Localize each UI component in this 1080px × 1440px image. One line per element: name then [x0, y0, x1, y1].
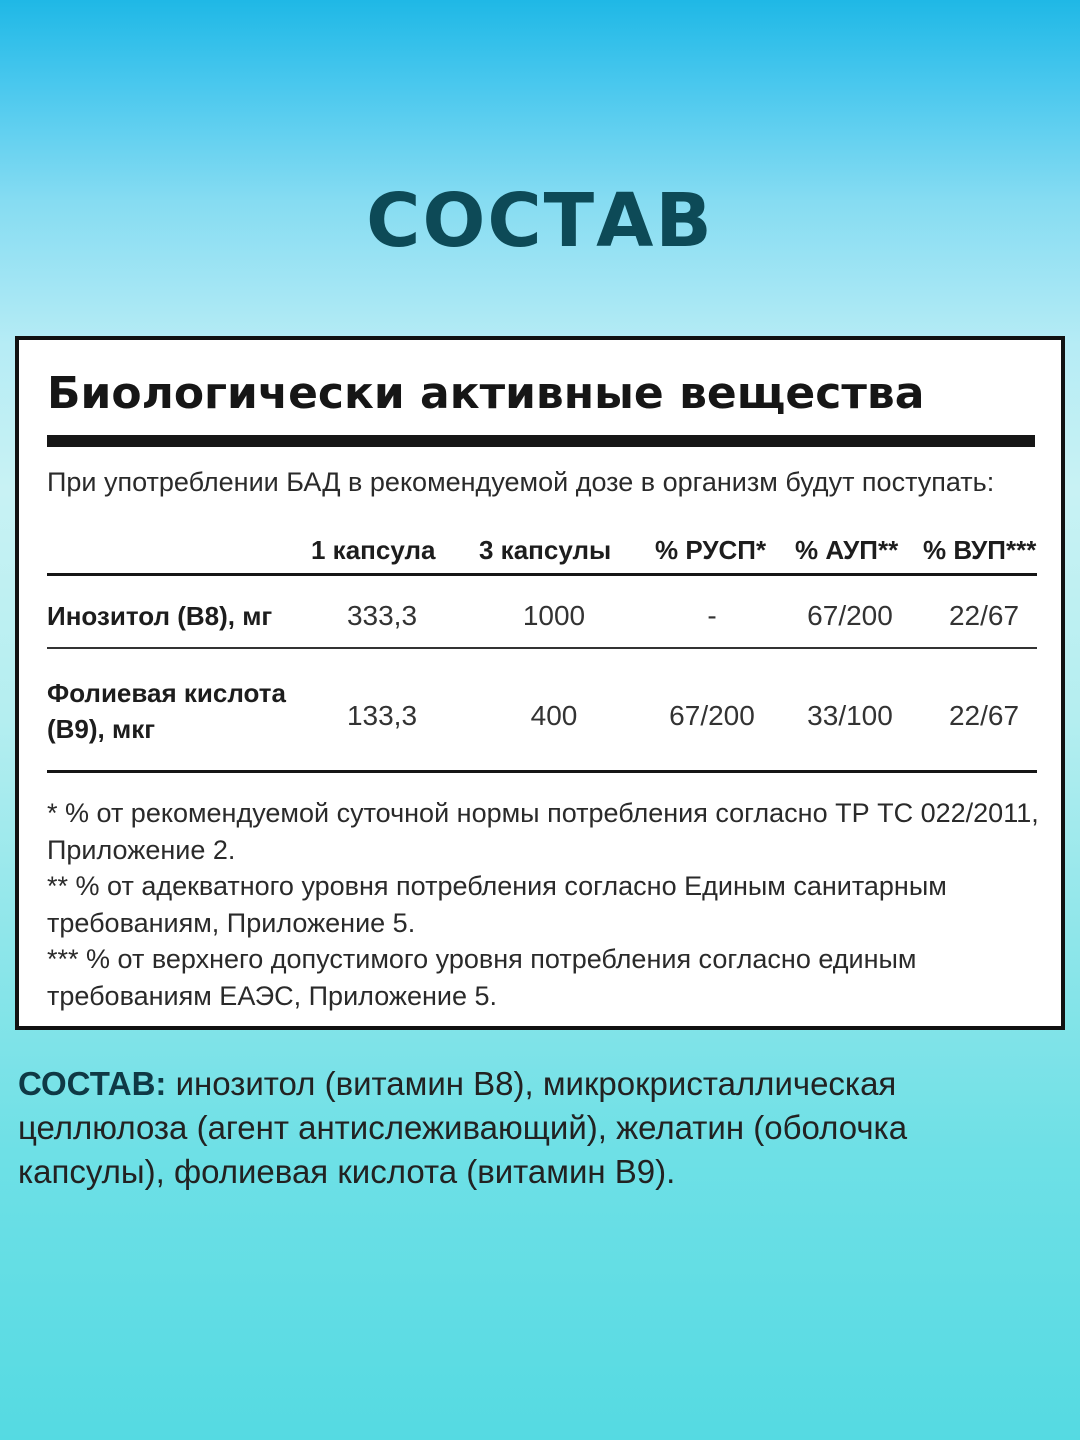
cell-1-capsule: 133,3: [346, 700, 418, 731]
column-header-vup: % ВУП***: [923, 535, 1037, 565]
row-name: Инозитол (В8), мг: [47, 601, 273, 631]
column-header-3-capsules: 3 капсулы: [479, 535, 612, 565]
nutrition-panel: [15, 336, 1065, 1030]
composition-text: [18, 1062, 1038, 1194]
column-header-rusp: % РУСП*: [655, 535, 767, 565]
cell-3-capsules: 400: [530, 700, 578, 731]
cell-aup: 67/200: [807, 600, 893, 631]
cell-vup: 22/67: [948, 700, 1020, 731]
footnote-rusp: * % от рекомендуемой суточной нормы потребления согласно ТР ТС 022/2011, Приложение 2.: [47, 798, 1039, 865]
cell-vup: 22/67: [948, 600, 1020, 631]
footnote-aup: ** % от адекватного уровня потребления согласно Единым санитарным требованиям, Приложение 5.: [47, 871, 947, 938]
cell-rusp: 67/200: [669, 700, 755, 731]
table-bottom-divider: [47, 770, 1037, 773]
row-name-line-1: Фолиевая кислота: [47, 678, 286, 708]
cell-3-capsules: 1000: [522, 600, 586, 631]
panel-heading: Биологически активные вещества: [47, 368, 925, 419]
composition-label: СОСТАВ:: [18, 1065, 167, 1102]
column-header-1-capsule: 1 капсула: [311, 535, 436, 565]
row-divider: [47, 647, 1037, 649]
composition-body: инозитол (витамин В8), микрокристаллическая целлюлоза (агент антислеживающий), желатин (оболочка капсулы), фолиевая кислота (витамин В9).: [18, 1065, 908, 1190]
footnote-vup: *** % от верхнего допустимого уровня потребления согласно единым требованиям ЕАЭС, Приложение 5.: [47, 944, 917, 1011]
row-name-line-2: (В9), мкг: [47, 714, 156, 744]
intro-text: При употреблении БАД в рекомендуемой дозе в организм будут поступать:: [47, 467, 995, 497]
cell-1-capsule: 333,3: [346, 600, 418, 631]
table-header-divider: [47, 573, 1037, 576]
page-title: СОСТАВ: [366, 178, 714, 264]
cell-rusp: -: [707, 600, 717, 631]
footnotes: [47, 795, 1047, 1014]
cell-aup: 33/100: [807, 700, 893, 731]
heading-divider: [47, 435, 1035, 447]
column-header-aup: % АУП**: [795, 535, 899, 565]
